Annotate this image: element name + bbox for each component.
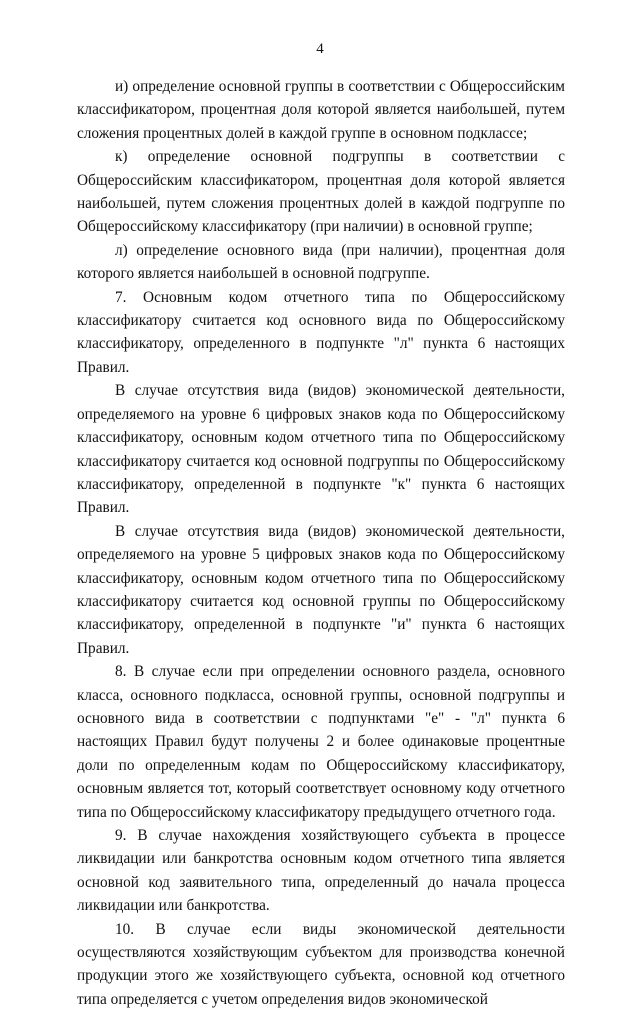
paragraph-point-9: 9. В случае нахождения хозяйствующего субъекта в процессе ликвидации или банкротства основным кодом отчетного типа является основной код заявительного типа, определенный до начала процесса ликвидации или банкротства. <box>77 827 565 915</box>
paragraph-point-7: 7. Основным кодом отчетного типа по Общероссийскому классификатору считается код основного вида по Общероссийскому классификатору, определенного в подпункте "л" пункта 6 настоящих Правил. <box>77 288 565 376</box>
paragraph-point-10: 10. В случае если виды экономической деятельности осуществляются хозяйствующим субъектом для производства конечной продукции этого же хозяйствующего субъекта, основной код отчетного типа определяется с учетом определения видов экономической <box>77 920 565 1008</box>
page-number: 4 <box>316 41 324 57</box>
document-body <box>77 75 565 1011</box>
paragraph-subpoint-i: и) определение основной группы в соответствии с Общероссийским классификатором, процентная доля которой является наибольшей, путем сложения процентных долей в каждой группе в основном подклассе; <box>77 78 565 142</box>
paragraph-subpoint-l: л) определение основного вида (при наличии), процентная доля которого является наибольшей в основной подгруппе. <box>77 241 565 283</box>
paragraph-point-7-case-5-digits: В случае отсутствия вида (видов) экономической деятельности, определяемого на уровне 5 цифровых знаков кода по Общероссийскому классификатору, основным кодом отчетного типа по Общероссийскому классификатору считается код основной группы по Общероссийскому классификатору, определенной в подпункте "и" пункта 6 настоящих Правил. <box>77 522 565 657</box>
paragraph-point-7-case-6-digits: В случае отсутствия вида (видов) экономической деятельности, определяемого на уровне 6 цифровых знаков кода по Общероссийскому классификатору, основным кодом отчетного типа по Общероссийскому классификатору считается код основной подгруппы по Общероссийскому классификатору, определенной в подпункте "к" пункта 6 настоящих Правил. <box>77 382 565 517</box>
paragraph-point-8: 8. В случае если при определении основного раздела, основного класса, основного подкласса, основной группы, основной подгруппы и основного вида в соответствии с подпунктами "е" - "л" пункта 6 настоящих Правил будут получены 2 и более одинаковые процентные доли по определенным кодам по Общероссийскому классификатору, основным является тот, который соответствует основному коду отчетного типа по Общероссийскому классификатору предыдущего отчетного года. <box>77 663 565 821</box>
paragraph-subpoint-k: к) определение основной подгруппы в соответствии с Общероссийским классификатором, процентная доля которой является наибольшей, путем сложения процентных долей в каждой подгруппе по Общероссийскому классификатору (при наличии) в основной группе; <box>77 148 565 236</box>
